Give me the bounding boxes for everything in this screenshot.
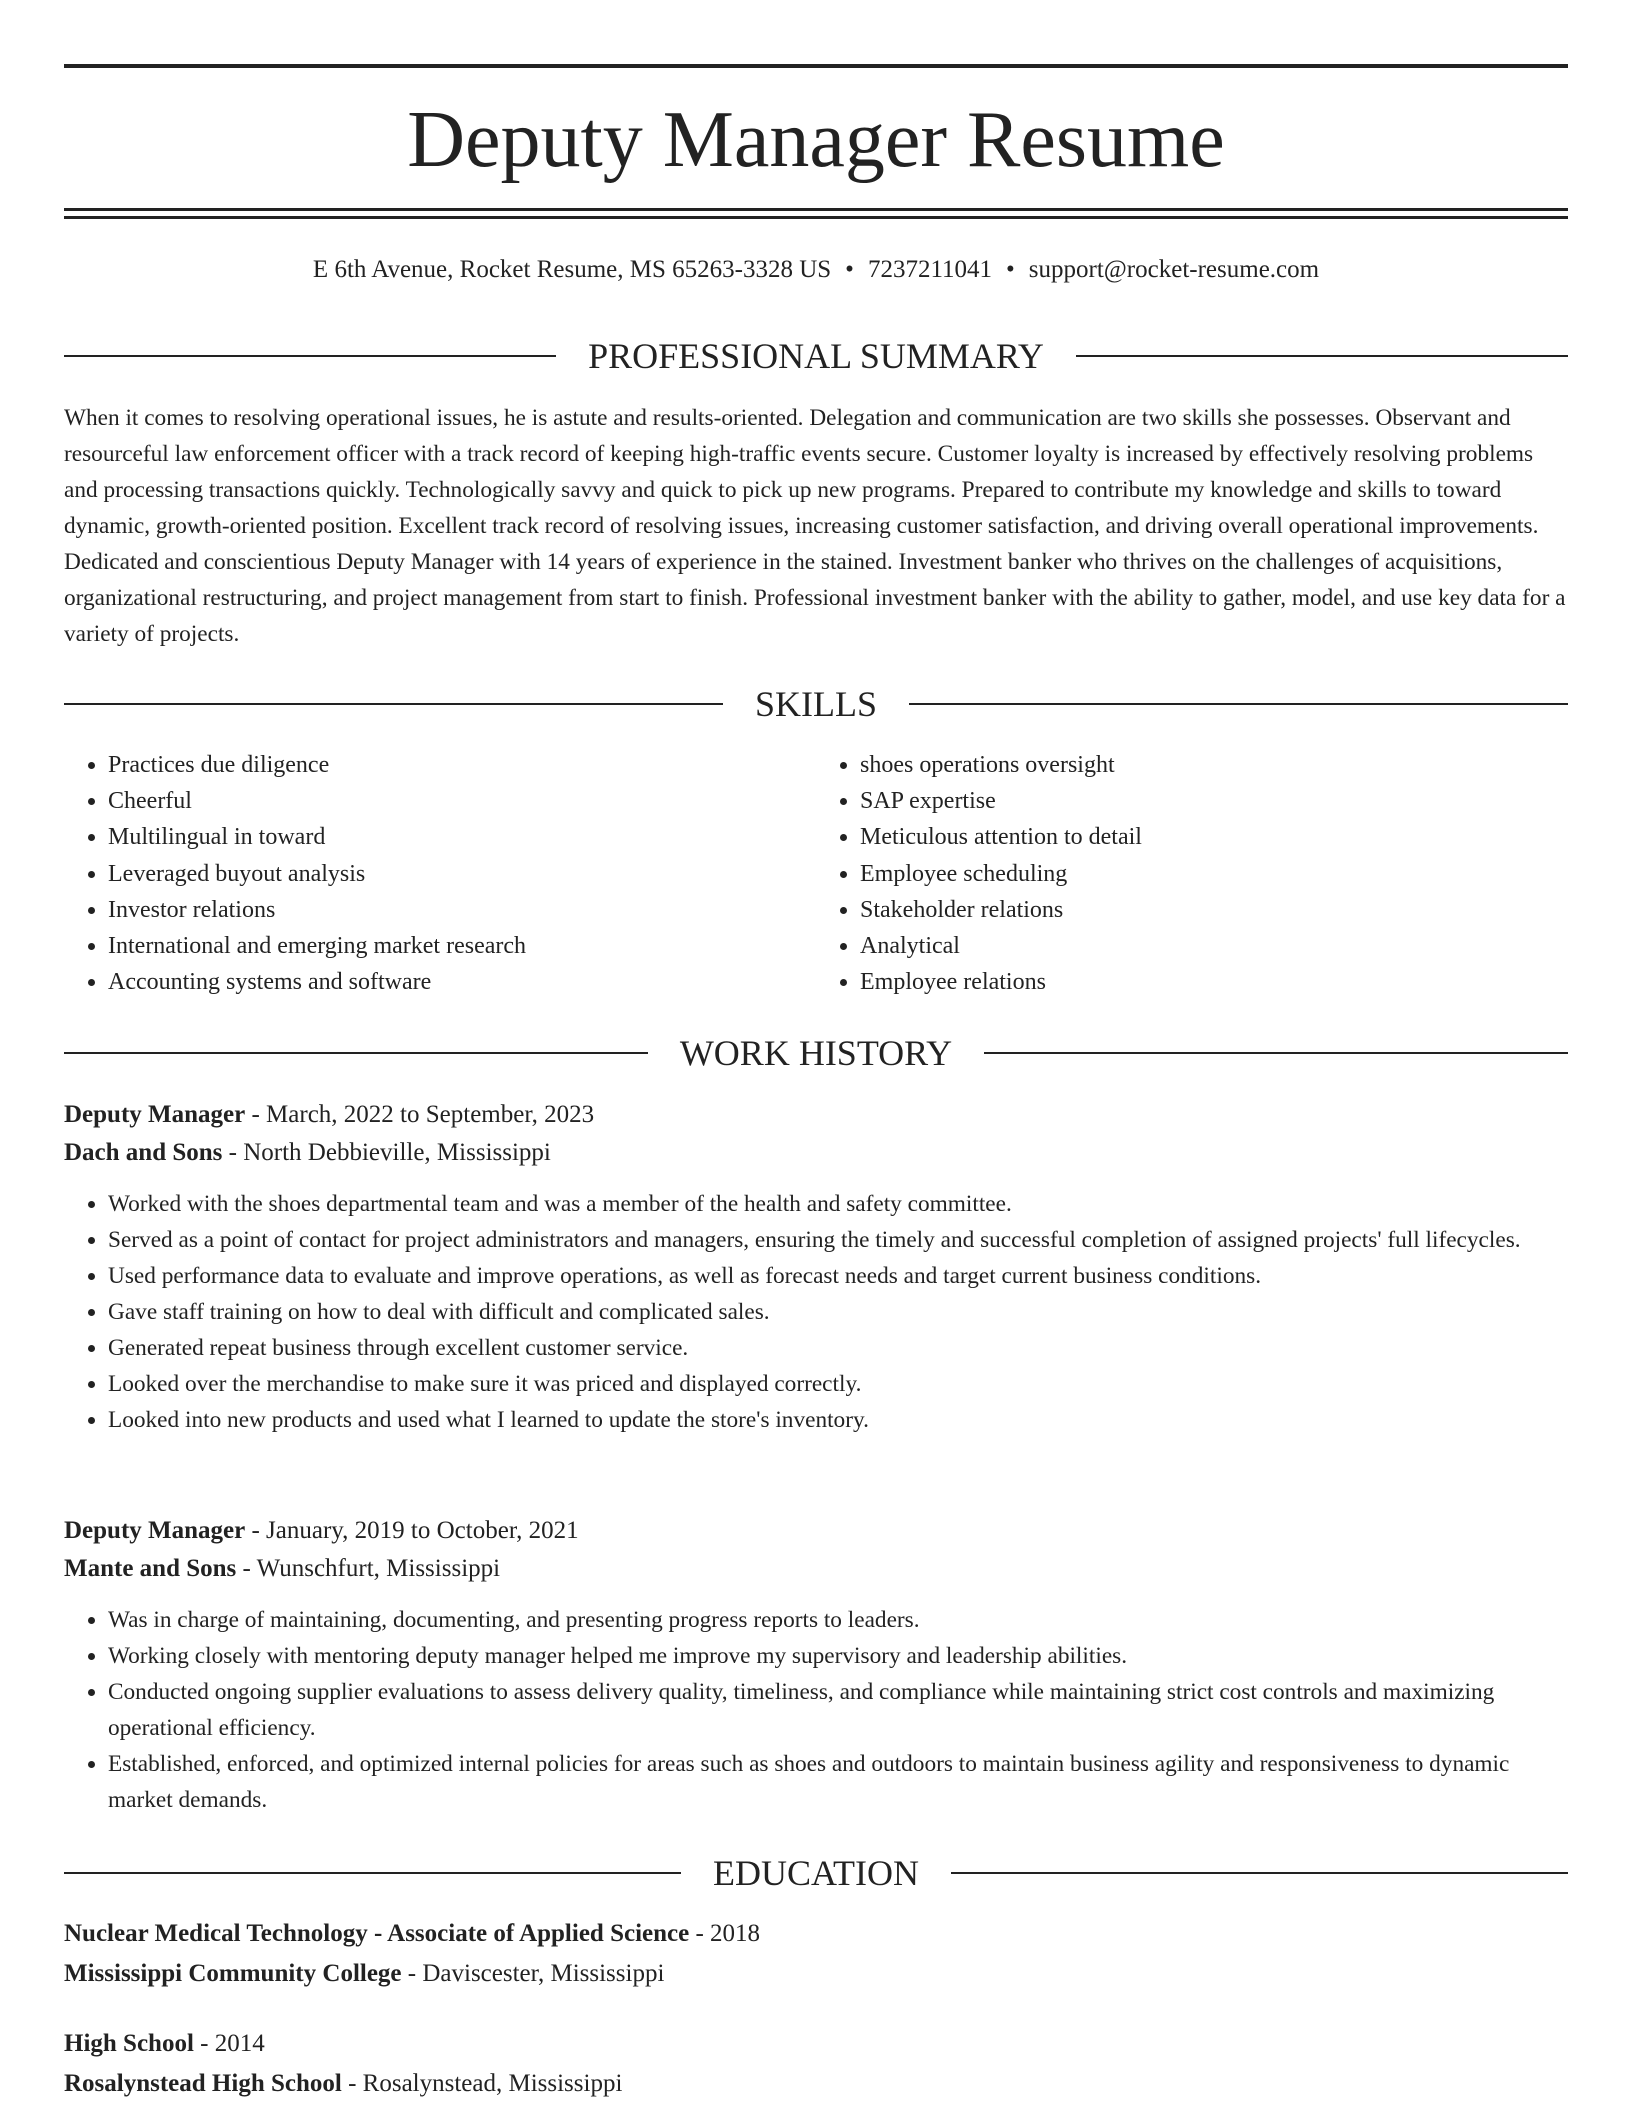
education-school: Rosalynstead High School (64, 2070, 342, 2097)
education-location: - Rosalynstead, Mississippi (341, 2070, 623, 2097)
work-bullet: • Looked over the merchandise to make sure it was priced and displayed correctly. (108, 1366, 1568, 1402)
heading-rule-left (64, 1052, 648, 1054)
education-school: Mississippi Community College (64, 1960, 402, 1987)
work-bullet: • Looked into new products and used what I learned to update the store's inventory. (108, 1402, 1568, 1438)
summary-text: When it comes to resolving operational issues, he is astute and results-oriented. Delegation and communication are two skills she possesses. Observant and resourceful law enforcement officer with a track record of keeping high-traffic events secure. Customer loyalty is increased by effectively resolving problems and processing transactions quickly. Technologically savvy and quick to pick up new programs. Prepared to contribute my knowledge and skills to toward dynamic, growth-oriented position. Excellent track record of resolving issues, increasing customer satisfaction, and driving overall operational improvements. Dedicated and conscientious Deputy Manager with 14 years of experience in the stained. Investment banker who thrives on the challenges of acquisitions, organizational restructuring, and project management from start to finish. Professional investment banker with the ability to gather, model, and use key data for a variety of projects. (64, 405, 1566, 647)
heading-rule-right (984, 1052, 1568, 1054)
skills-list (64, 747, 1568, 1000)
work-bullets (64, 1186, 1568, 1438)
work-location: - Wunschfurt, Mississippi (236, 1555, 501, 1582)
education-year: - 2018 (689, 1920, 761, 1947)
work-role: Deputy Manager (64, 1101, 246, 1128)
work-heading-label: WORK HISTORY (679, 1033, 953, 1073)
work-bullet: • Gave staff training on how to deal with difficult and complicated sales. (108, 1294, 1568, 1330)
work-entry (64, 1512, 1568, 1818)
skills-heading (64, 682, 1568, 726)
education-degree-line (64, 1914, 1568, 1954)
education-entry (64, 1914, 1568, 1994)
skill-item: • International and emerging market research (108, 928, 816, 964)
contact-line (64, 254, 1568, 286)
summary-heading (64, 334, 1568, 378)
work-dates: - January, 2019 to October, 2021 (245, 1517, 579, 1544)
work-bullet: • Working closely with mentoring deputy manager helped me improve my supervisory and leadership abilities. (108, 1638, 1568, 1674)
education-degree: Nuclear Medical Technology - Associate of Applied Science (64, 1920, 690, 1947)
heading-rule-left (64, 1872, 681, 1874)
work-bullet: • Used performance data to evaluate and improve operations, as well as forecast needs and target current business conditions. (108, 1258, 1568, 1294)
heading-rule-left (64, 355, 556, 357)
skills-heading-label: SKILLS (755, 684, 878, 724)
skill-item: • shoes operations oversight (860, 747, 1568, 783)
contact-separator: • (1006, 256, 1015, 283)
skill-item: • Stakeholder relations (860, 892, 1568, 928)
contact-address: E 6th Avenue, Rocket Resume, MS 65263-3328 US (312, 256, 832, 283)
work-company: Mante and Sons (64, 1555, 237, 1582)
education-school-line (64, 1954, 1568, 1994)
contact-phone: 7237211041 (867, 256, 993, 283)
skills-column-left (64, 747, 816, 1000)
education-heading (64, 1851, 1568, 1895)
skill-item: • Multilingual in toward (108, 819, 816, 855)
heading-rule-left (64, 703, 723, 705)
heading-rule-right (951, 1872, 1568, 1874)
work-entry (64, 1096, 1568, 1438)
work-bullets (64, 1602, 1568, 1818)
work-bullet: • Was in charge of maintaining, documenting, and presenting progress reports to leaders. (108, 1602, 1568, 1638)
work-dates: - March, 2022 to September, 2023 (245, 1101, 595, 1128)
education-year: - 2014 (193, 2030, 265, 2057)
work-role-line (64, 1512, 1568, 1550)
work-company-line (64, 1550, 1568, 1588)
skill-item: • Accounting systems and software (108, 964, 816, 1000)
work-location: - North Debbieville, Mississippi (222, 1139, 551, 1166)
contact-separator: • (845, 256, 854, 283)
work-company-line (64, 1134, 1568, 1172)
skill-item: • Leveraged buyout analysis (108, 856, 816, 892)
skill-item: • Employee scheduling (860, 856, 1568, 892)
work-bullet: • Generated repeat business through excellent customer service. (108, 1330, 1568, 1366)
education-entry (64, 2024, 1568, 2104)
skill-item: • Practices due diligence (108, 747, 816, 783)
education-heading-label: EDUCATION (713, 1853, 919, 1893)
heading-rule-right (909, 703, 1568, 705)
education-degree: High School (64, 2030, 194, 2057)
education-school-line (64, 2064, 1568, 2104)
skill-item: • Employee relations (860, 964, 1568, 1000)
top-rule (64, 64, 1568, 68)
contact-email[interactable]: support@rocket-resume.com (1028, 256, 1320, 283)
work-heading (64, 1031, 1568, 1075)
skill-item: • SAP expertise (860, 783, 1568, 819)
education-location: - Daviscester, Mississippi (401, 1960, 665, 1987)
skill-item: • Meticulous attention to detail (860, 819, 1568, 855)
work-bullet: • Established, enforced, and optimized internal policies for areas such as shoes and outdoors to maintain business agility and responsiveness to dynamic market demands. (108, 1746, 1568, 1818)
education-degree-line (64, 2024, 1568, 2064)
work-bullet: • Worked with the shoes departmental team and was a member of the health and safety committee. (108, 1186, 1568, 1222)
work-company: Dach and Sons (64, 1139, 223, 1166)
work-role: Deputy Manager (64, 1517, 246, 1544)
skill-item: • Investor relations (108, 892, 816, 928)
skills-column-right (816, 747, 1568, 1000)
heading-rule-right (1076, 355, 1568, 357)
summary-heading-label: PROFESSIONAL SUMMARY (588, 336, 1044, 376)
title-double-rule-top (64, 208, 1568, 211)
work-bullet: • Conducted ongoing supplier evaluations to assess delivery quality, timeliness, and compliance while maintaining strict cost controls and maximizing operational efficiency. (108, 1674, 1568, 1746)
work-role-line (64, 1096, 1568, 1134)
work-bullet: • Served as a point of contact for project administrators and managers, ensuring the timely and successful completion of assigned projects' full lifecycles. (108, 1222, 1568, 1258)
skill-item: • Analytical (860, 928, 1568, 964)
skill-item: • Cheerful (108, 783, 816, 819)
page-title: Deputy Manager Resume (407, 96, 1225, 184)
title-double-rule-bottom (64, 216, 1568, 219)
